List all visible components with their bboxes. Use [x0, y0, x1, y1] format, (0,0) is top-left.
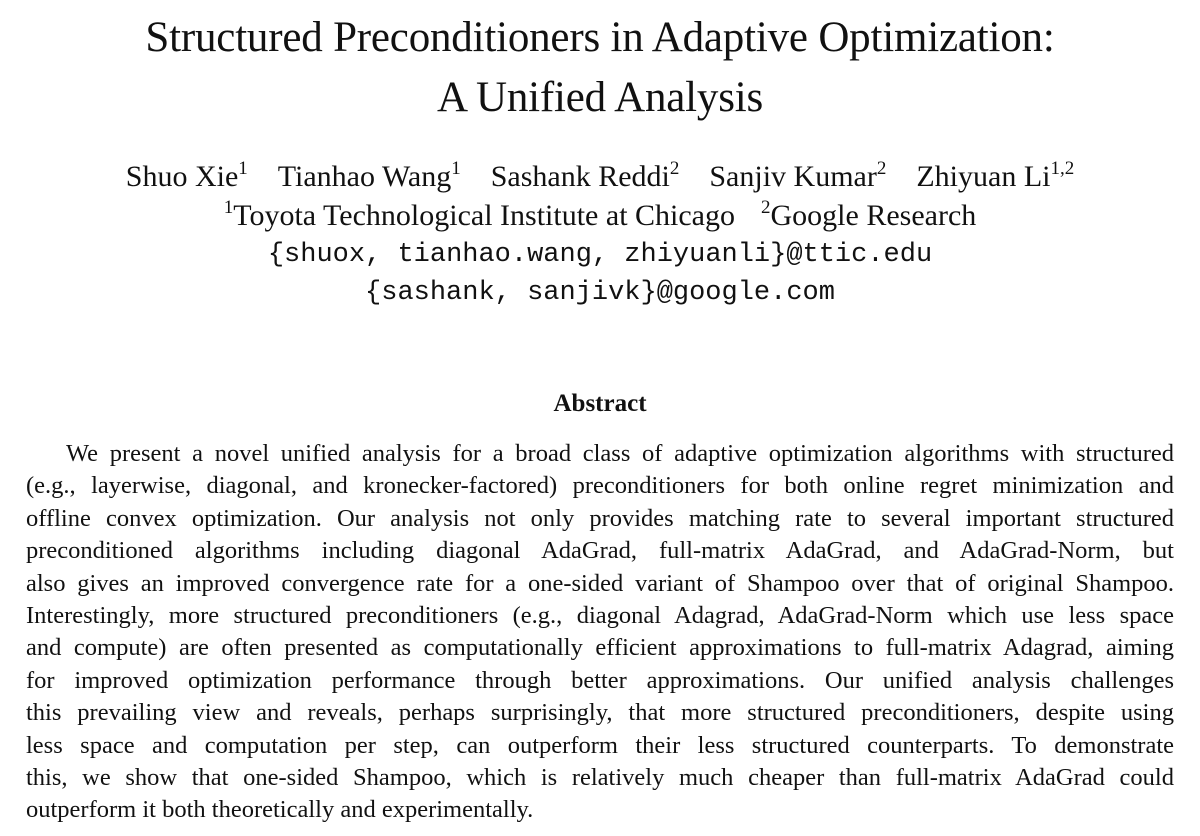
author-name: Shuo Xie [125, 160, 239, 193]
author-name: Sanjiv Kumar [709, 160, 877, 193]
abstract-line: less space and computation per step, can outperform their less structured counterparts. To demonstrate [26, 731, 1174, 759]
author-name: Sashank Reddi [490, 160, 670, 193]
author-affiliation-mark: 1 [451, 158, 461, 179]
affiliation [761, 197, 976, 235]
author [126, 157, 248, 197]
title-line: A Unified Analysis [436, 74, 764, 121]
abstract-line: (e.g., layerwise, diagonal, and kronecker-factored) preconditioners for both online regret minimization and [26, 472, 1174, 500]
author-affiliation-mark: 2 [669, 158, 680, 179]
abstract-line: and compute) are often presented as computationally efficient approximations to full-matrix Adagrad, aiming [26, 634, 1174, 662]
abstract-line: also gives an improved convergence rate for a one-sided variant of Shampoo over that of original Shampoo. [26, 569, 1174, 597]
author-affiliation-mark: 2 [876, 158, 887, 179]
author [916, 157, 1074, 197]
affiliation-mark: 2 [761, 197, 771, 218]
author [709, 157, 886, 197]
author-affiliation-mark: 1,2 [1050, 158, 1075, 179]
abstract-line: for improved optimization performance through better approximations. Our unified analysis challenges [26, 666, 1174, 694]
affiliation-name: Google Research [770, 199, 977, 232]
abstract-line: Interestingly, more structured preconditioners (e.g., diagonal Adagrad, AdaGrad-Norm which use less space [26, 602, 1174, 630]
abstract-line: this, we show that one-sided Shampoo, which is relatively much cheaper than full-matrix AdaGrad could [26, 764, 1174, 792]
affiliation-list [0, 197, 1200, 235]
abstract-line: offline convex optimization. Our analysis not only provides matching rate to several important structured [26, 504, 1174, 532]
author-name: Zhiyuan Li [916, 160, 1051, 193]
author-affiliation-mark: 1 [238, 158, 248, 179]
abstract-line: We present a novel unified analysis for a broad class of adaptive optimization algorithms with structured [66, 440, 1174, 467]
abstract-line: outperform it both theoretically and experimentally. [26, 796, 534, 824]
abstract-body [26, 438, 1174, 827]
email-line: {shuox, tianhao.wang, zhiyuanli}@ttic.edu [267, 240, 933, 270]
paper-title [0, 8, 1200, 128]
author [278, 157, 461, 197]
affiliation-mark: 1 [223, 197, 234, 218]
author [491, 157, 680, 197]
affiliation-name: Toyota Technological Institute at Chicago [233, 199, 736, 232]
abstract-line: preconditioned algorithms including diagonal AdaGrad, full-matrix AdaGrad, and AdaGrad-Norm, but [26, 537, 1174, 565]
author-name: Tianhao Wang [277, 160, 452, 193]
abstract-heading: Abstract [553, 390, 647, 417]
author-list [0, 157, 1200, 197]
email-line: {sashank, sanjivk}@google.com [365, 278, 835, 308]
affiliation [224, 197, 735, 235]
title-line: Structured Preconditioners in Adaptive Optimization: [145, 14, 1055, 61]
abstract-line: this prevailing view and reveals, perhaps surprisingly, that more structured preconditioners, despite using [26, 699, 1174, 727]
